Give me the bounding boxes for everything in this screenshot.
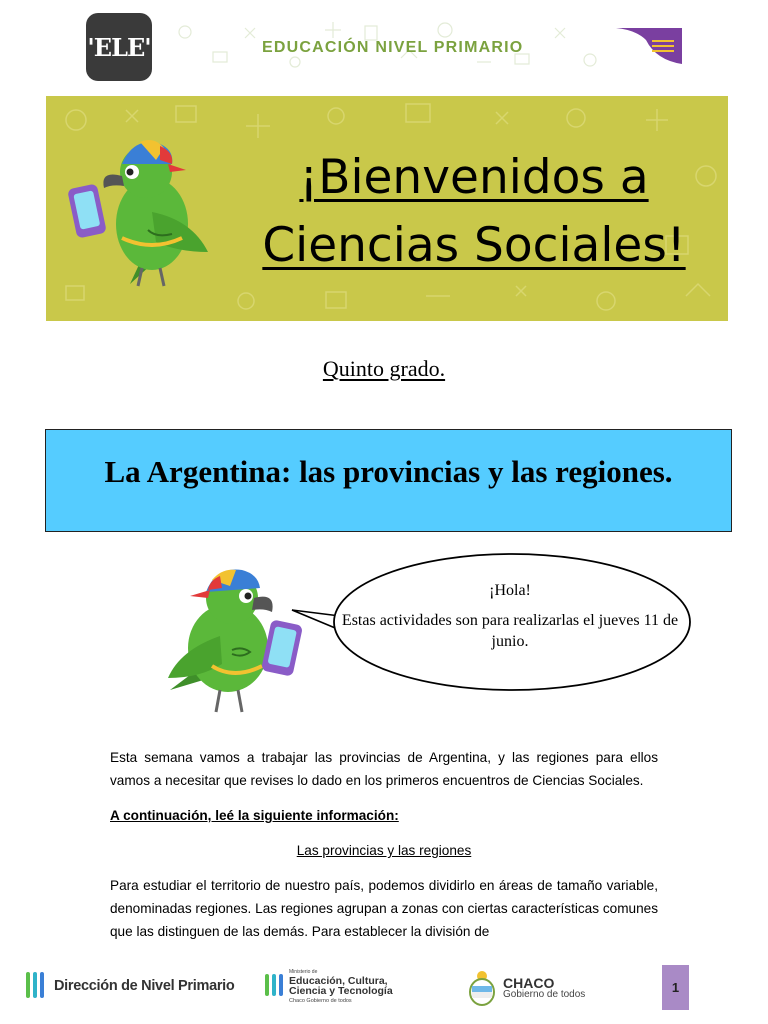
topic-title: La Argentina: las provincias y las regiones. <box>104 453 673 489</box>
ministerio-logo-bars <box>265 974 283 996</box>
grade-label: Quinto grado. <box>322 356 446 381</box>
document-footer <box>0 960 768 1020</box>
section-title: Las provincias y las regiones <box>296 843 472 858</box>
chaco-name: CHACO <box>503 975 555 991</box>
banner-title <box>224 144 724 280</box>
document-header <box>0 0 768 90</box>
direccion-nivel-primario: Dirección de Nivel Primario <box>54 978 235 994</box>
speech-bubble-text <box>340 580 680 652</box>
chaco-tagline: Gobierno de todos <box>503 989 586 1000</box>
banner-title-line2: Ciencias Sociales! <box>262 218 686 273</box>
regions-paragraph: Para estudiar el territorio de nuestro país, podemos dividirlo en áreas de tamaño variable, denominadas regiones. Las regiones agrupan a zonas con ciertas características comunes que las distinguen de las demás. Para establecer la división de <box>110 878 658 939</box>
instruction-subheading: A continuación, leé la siguiente información: <box>110 808 399 823</box>
corner-flag-logo <box>616 26 682 64</box>
body-text <box>110 746 658 943</box>
page-number: 1 <box>662 965 689 1010</box>
topic-box <box>45 429 732 532</box>
welcome-banner <box>46 96 728 321</box>
bubble-message: Estas actividades son para realizarlas el jueves 11 de junio. <box>341 612 679 650</box>
intro-paragraph: Esta semana vamos a trabajar las provincias de Argentina, y las regiones para ellos vamos a necesitar que revises lo dado en los primeros encuentros de Ciencias Sociales. <box>110 750 658 788</box>
ele-logo: 'ELE' <box>86 13 152 81</box>
parrot-mascot-image <box>56 134 226 294</box>
banner-title-line1: ¡Bienvenidos a <box>299 150 649 205</box>
ministerio-tagline: Chaco Gobierno de todos <box>289 998 352 1004</box>
ministerio-name: Educación, Cultura, Ciencia y Tecnología <box>289 975 393 997</box>
header-title: EDUCACIÓN NIVEL PRIMARIO <box>262 39 524 56</box>
bubble-greeting: ¡Hola! <box>489 582 531 599</box>
direccion-logo-bars <box>26 972 44 998</box>
ministerio-prefix: Ministerio de <box>289 969 318 975</box>
chaco-seal-icon <box>468 970 496 1006</box>
